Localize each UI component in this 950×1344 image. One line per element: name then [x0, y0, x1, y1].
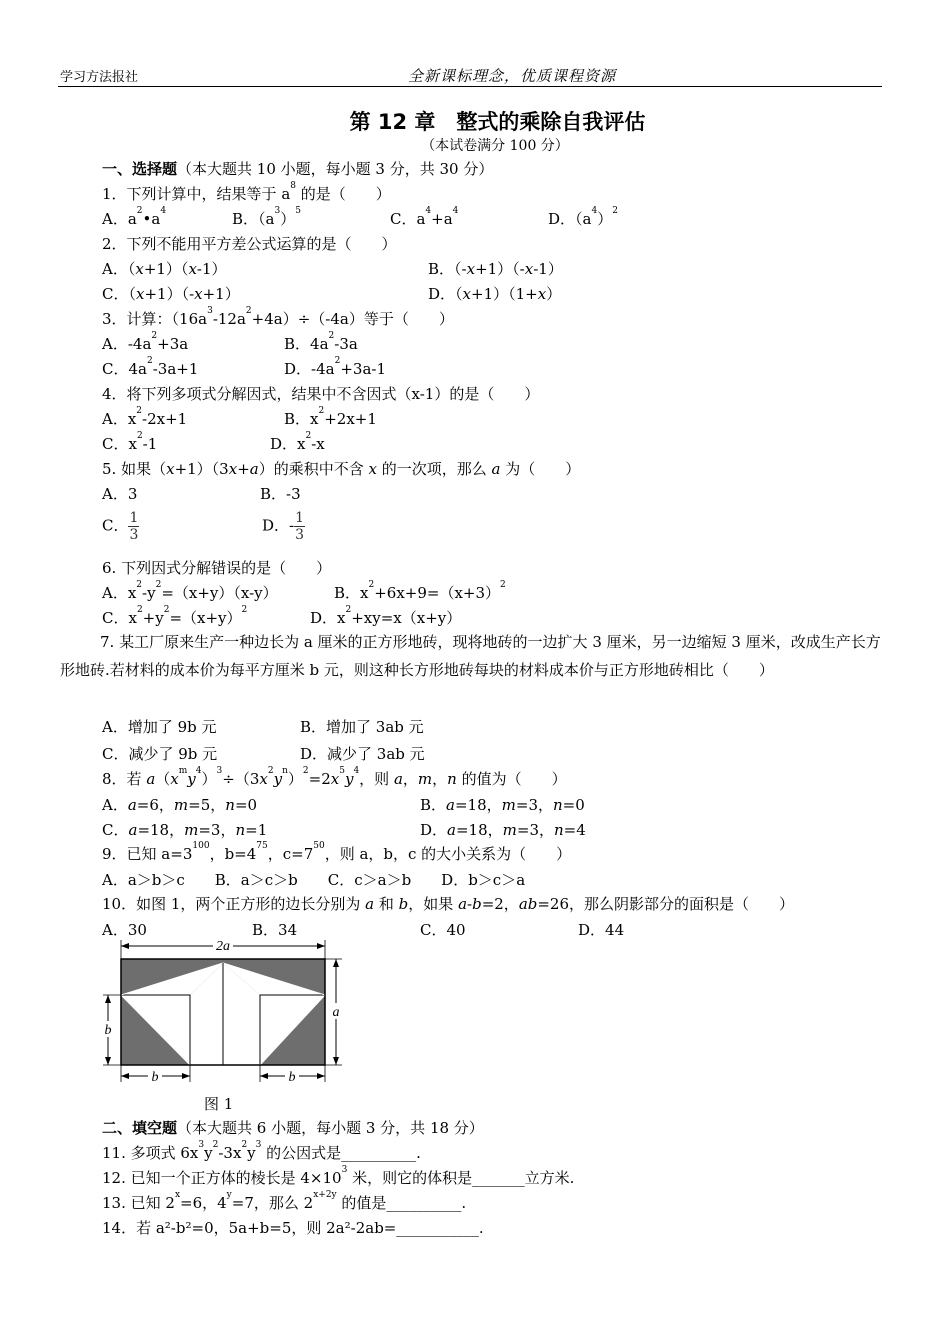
q5-option-b: B．-3	[260, 485, 301, 503]
question-1: 1．下列计算中，结果等于 $a^8$ 的是（ ）	[102, 181, 391, 203]
q9-options: A．a＞b＞c B．a＞c＞b C．c＞a＞b D．b＞c＞a	[102, 871, 526, 889]
figure-1-diagram	[100, 935, 360, 1085]
q3-option-c: C．$4a^2-3a+1$	[102, 356, 199, 378]
question-12: 12. 已知一个正方体的棱长是 $4\times 10^3$ 米，则它的体积是_______立方米.	[102, 1165, 575, 1187]
q4-option-a: A．$x^2-2x+1$	[102, 406, 188, 428]
label-b-bottom-right: b	[288, 1070, 296, 1085]
q1-option-b: B．$(a^3)^5$	[232, 206, 301, 228]
q5-option-a: A．3	[102, 485, 138, 503]
section-2-heading: 二、填空题（本大题共 6 小题，每小题 3 分，共 18 分）	[102, 1119, 484, 1137]
q4-option-c: C．$x^2-1$	[102, 431, 158, 453]
q7-option-d: D．减少了 3ab 元	[300, 745, 425, 763]
q6-option-b: B．$x^2+6x+9=(x+3)^2$	[334, 580, 506, 602]
q1-option-a: A．$a^2•a^4$	[102, 206, 167, 228]
q6-option-a: A．$x^2-y^2=(x+y)(x-y)$	[102, 580, 278, 602]
page-subtitle: （本试卷满分 100 分）	[421, 138, 569, 154]
question-13: 13. 已知 $2^x=6$，$4^y=7$，那么 $2^{x+2y}$ 的值是__________.	[102, 1190, 467, 1212]
q8-option-a: A．a=6，m=5，n=0	[102, 796, 258, 814]
q2-option-b: B．（-x+1）（-x-1）	[428, 260, 563, 278]
question-4: 4．将下列多项式分解因式，结果中不含因式（x-1）的是（ ）	[102, 385, 540, 403]
q10-option-c: C．40	[420, 921, 466, 939]
question-2: 2．下列不能用平方差公式运算的是（ ）	[102, 235, 397, 253]
question-10: 10．如图 1，两个正方形的边长分别为 a 和 b，如果 a-b=2，ab=26，那么阴影部分的面积是（ ）	[102, 895, 795, 913]
q4-option-b: B．$x^2+2x+1$	[284, 406, 377, 428]
q10-option-b: B．34	[252, 921, 298, 939]
q8-option-d: D．a=18，m=3，n=4	[420, 821, 586, 839]
q3-option-a: A．$-4a^2+3a$	[102, 331, 189, 353]
q10-option-d: D．44	[578, 921, 625, 939]
q2-option-c: C．（x+1）（-x+1）	[102, 285, 240, 303]
page-title: 第 12 章 整式的乘除自我评估	[349, 110, 646, 134]
question-8: 8．若 $a(x^my^4)^3\div(3x^2y^n)^2=2x^5y^4$，则 a，m，n 的值为（ ）	[102, 766, 567, 788]
q3-option-d: D．$-4a^2+3a-1$	[284, 356, 386, 378]
q7-option-c: C．减少了 9b 元	[102, 745, 218, 763]
header-publisher: 学习方法报社	[60, 70, 139, 85]
figure-1-caption: 图 1	[204, 1095, 234, 1113]
q8-option-b: B．a=18，m=3，n=0	[420, 796, 585, 814]
q2-option-a: A．（x+1）（x-1）	[102, 260, 227, 278]
q5-option-c: C． $\frac{1}{3}$	[102, 510, 139, 543]
question-7: 7. 某工厂原来生产一种边长为 a 厘米的正方形地砖，现将地砖的一边扩大 3 厘米，另一边缩短 3 厘米，改成生产长方形地砖.若材料的成本价为每平方厘米 b 元，则这种长方形地砖每块的材料成本价与正方形地砖相比（ ）	[60, 633, 881, 679]
section-1-heading: 一、选择题（本大题共 10 小题，每小题 3 分，共 30 分）	[102, 160, 494, 178]
q7-option-a: A．增加了 9b 元	[102, 718, 217, 736]
q10-option-a: A．30	[102, 921, 147, 939]
question-5: 5. 如果（x+1）（3x+a）的乘积中不含 x 的一次项，那么 a 为（ ）	[102, 460, 581, 478]
q1-option-d: D．$(a^4)^2$	[548, 206, 618, 228]
q6-option-d: D．$x^2+xy=x(x+y)$	[310, 605, 462, 627]
label-b-left: b	[104, 1023, 112, 1038]
label-2a: 2a	[216, 939, 230, 954]
question-14: 14．若 a²-b²=0，5a+b=5，则 2a²-2ab=___________.	[102, 1219, 484, 1237]
q7-option-b: B．增加了 3ab 元	[300, 718, 424, 736]
question-11: 11. 多项式 $6x^3y^2-3x^2y^3$ 的公因式是__________.	[102, 1140, 421, 1162]
q5-option-d: D．- $\frac{1}{3}$	[262, 510, 305, 543]
label-a: a	[332, 1005, 340, 1020]
header-rule	[58, 86, 882, 87]
q8-option-c: C．a=18，m=3，n=1	[102, 821, 268, 839]
q3-option-b: B．$4a^2-3a$	[284, 331, 358, 353]
q1-option-c: C．$a^4+a^4$	[390, 206, 459, 228]
question-9: 9．已知 $a=3^{100}$，$b=4^{75}$，$c=7^{50}$，则 a，b，c 的大小关系为（ ）	[102, 841, 572, 863]
label-b-bottom-left: b	[151, 1070, 159, 1085]
question-3: 3．计算：$(16a^3-12a^2+4a)\div(-4a)$等于（ ）	[102, 306, 454, 328]
question-6: 6. 下列因式分解错误的是（ ）	[102, 559, 332, 577]
q4-option-d: D．$x^2-x$	[270, 431, 325, 453]
header-slogan: 全新课标理念，优质课程资源	[408, 67, 617, 85]
q2-option-d: D．（x+1）（1+x）	[428, 285, 562, 303]
q6-option-c: C．$x^2+y^2=(x+y)^2$	[102, 605, 248, 627]
